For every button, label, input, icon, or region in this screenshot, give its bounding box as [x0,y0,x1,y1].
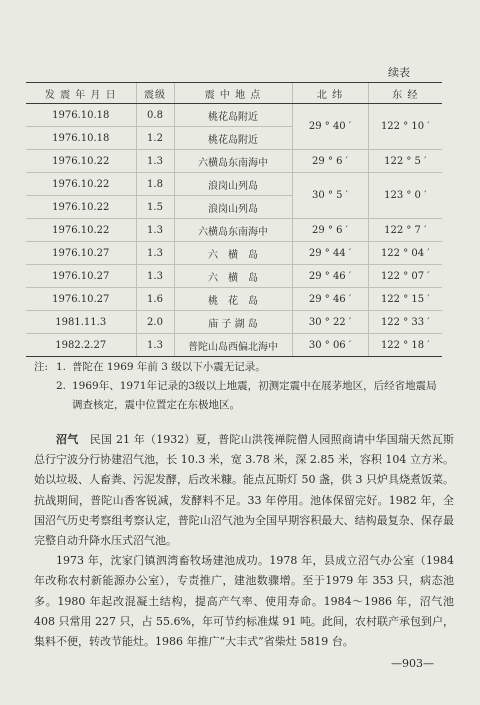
cell-location: 六横岛东南海中 [174,150,292,173]
note-number: 2. [56,380,67,392]
cell-magnitude: 1.3 [136,150,174,173]
notes-prefix: 注: [34,361,49,373]
table-row [26,265,442,288]
cell-date: 1976.10.18 [26,127,136,150]
cell-longitude: 122 ° 04 ′ [368,242,442,265]
cell-latitude: 29 ° 40 ′ [292,104,368,150]
note-number: 1. [56,361,67,373]
header-location: 震 中 地 点 [174,83,292,104]
section-heading: 沼气 [56,433,79,446]
cell-date: 1976.10.27 [26,288,136,311]
cell-location: 普陀山岛西偏北海中 [174,334,292,357]
cell-location: 桃花岛附近 [174,127,292,150]
note-item-1 [34,358,454,377]
table-row [26,334,442,357]
cell-longitude: 122 ° 07 ′ [368,265,442,288]
table-row [26,242,442,265]
cell-magnitude: 1.3 [136,219,174,242]
cell-location: 桃 花 岛 [174,288,292,311]
table-body [26,104,442,357]
cell-date: 1976.10.27 [26,265,136,288]
cell-date: 1976.10.22 [26,219,136,242]
cell-latitude: 30 ° 22 ′ [292,311,368,334]
note-text: 1969年、1971年记录的3级以上地震，初测定震中在展茅地区，后经省地震局 [72,380,437,392]
note-text: 普陀在 1969 年前 3 级以下小震无记录。 [72,361,266,373]
continued-label: 续表 [388,66,410,79]
header-longitude: 东 经 [368,83,442,104]
cell-latitude: 30 ° 06 ′ [292,334,368,357]
cell-latitude: 29 ° 46 ′ [292,288,368,311]
cell-location: 六 横 岛 [174,242,292,265]
paragraph-1 [34,430,454,551]
table-row [26,173,442,196]
cell-magnitude: 1.3 [136,242,174,265]
note-item-2 [34,377,454,396]
cell-magnitude: 1.3 [136,334,174,357]
cell-magnitude: 1.6 [136,288,174,311]
cell-date: 1976.10.22 [26,150,136,173]
cell-location: 庙 子 湖 岛 [174,311,292,334]
cell-location: 浪岗山列岛 [174,173,292,196]
cell-date: 1981.11.3 [26,311,136,334]
cell-location: 六 横 岛 [174,265,292,288]
cell-longitude: 122 ° 33 ′ [368,311,442,334]
cell-latitude: 29 ° 6 ′ [292,150,368,173]
table-row [26,288,442,311]
cell-latitude: 29 ° 46 ′ [292,265,368,288]
paragraph-2: 1973 年，沈家门镇泗湾畜牧场建池成功。1978 年，县成立沼气办公室（1984 年改称农村新能源办公室），专责推广，建池数骤增。至于1979 年 353 只，病态池多。1980 年起改混凝土结构，提高产气率、使用寿命。1984～1986 年，沼气池 408 只常用 227 只，占 55.6%，年可节约标准煤 91 吨。此间，农村联产承包到户，集料不便，转改节能灶。1986 年推广“大丰式”省柴灶 5819 台。 [34,554,454,649]
cell-longitude: 122 ° 7 ′ [368,219,442,242]
header-latitude: 北 纬 [292,83,368,104]
cell-latitude: 29 ° 44 ′ [292,242,368,265]
cell-date: 1976.10.27 [26,242,136,265]
notes [34,358,454,415]
cell-longitude: 122 ° 18 ′ [368,334,442,357]
cell-longitude: 123 ° 0 ′ [368,173,442,219]
cell-date: 1982.2.27 [26,334,136,357]
table-row [26,104,442,127]
table-row [26,219,442,242]
cell-magnitude: 0.8 [136,104,174,127]
page-number: —903— [391,657,434,670]
cell-date: 1976.10.22 [26,173,136,196]
cell-location: 浪岗山列岛 [174,196,292,219]
cell-magnitude: 2.0 [136,311,174,334]
earthquake-table [26,82,442,357]
cell-magnitude: 1.3 [136,265,174,288]
table-header-row [26,83,442,104]
cell-longitude: 122 ° 5 ′ [368,150,442,173]
cell-latitude: 29 ° 6 ′ [292,219,368,242]
cell-date: 1976.10.22 [26,196,136,219]
note-continuation: 调查核定，震中位置定在东极地区。 [72,399,240,411]
cell-magnitude: 1.5 [136,196,174,219]
cell-latitude: 30 ° 5 ′ [292,173,368,219]
cell-longitude: 122 ° 10 ′ [368,104,442,150]
cell-location: 桃花岛附近 [174,104,292,127]
cell-longitude: 122 ° 15 ′ [368,288,442,311]
header-magnitude: 震级 [136,83,174,104]
cell-magnitude: 1.2 [136,127,174,150]
table-row [26,311,442,334]
paragraph-1-text: 民国 21 年（1932）夏，普陀山洪筏禅院僧人园照商请中华国瑞天然瓦斯总行宁波分行协建沼气池，长 10.3 米，宽 3.78 米，深 2.85 米，容积 104 立方米。始以垃圾、人畜粪、污泥发酵，后改米糠。能点瓦斯灯 50 盏，供 3 只炉具烧煮饭菜。抗战期间，普陀山香客锐减，发酵料不足。33 年停用。池体保留完好。1982 年，全国沼气历史考察组考察认定，普陀山沼气池为全国早期容积最大、结构最复杂、保存最完整自动升降水压式沼气池。 [34,433,455,548]
header-date: 发 震 年 月 日 [26,83,136,104]
cell-location: 六横岛东南海中 [174,219,292,242]
body-text [34,430,454,652]
cell-magnitude: 1.8 [136,173,174,196]
cell-date: 1976.10.18 [26,104,136,127]
table-row [26,150,442,173]
